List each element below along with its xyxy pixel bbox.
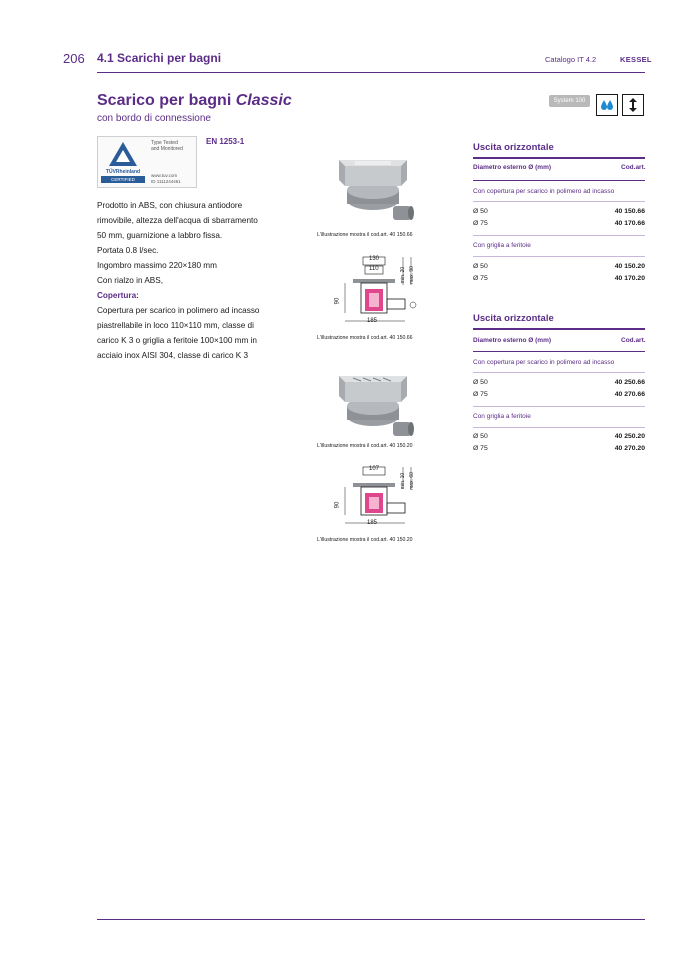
system-badge: System 100 [549, 95, 590, 107]
table-rule [473, 256, 645, 257]
figure-caption: L'illustrazione mostra il cod.art. 40 150.66 [317, 335, 413, 341]
table-cell-code: 40 150.66 [614, 208, 645, 215]
table-cell-code: 40 250.66 [614, 379, 645, 386]
table-cell-code: 40 170.20 [614, 275, 645, 282]
table-group-label: Con copertura per scarico in polimero ad incasso [473, 188, 615, 195]
dim-inner: 110 [369, 266, 379, 272]
header-rule [97, 72, 645, 73]
table-cell-diameter: Ø 75 [473, 391, 488, 398]
figure-caption: L'illustrazione mostra il cod.art. 40 150.20 [317, 537, 413, 543]
table-rule [473, 180, 645, 181]
product-photo-slotted-grate [335, 368, 415, 446]
product-description [97, 198, 297, 363]
desc-line: rimovibile, altezza dell'acqua di sbarramento [97, 216, 258, 225]
cover-line: acciaio inox AISI 304, classe di carico K 3 [97, 351, 249, 360]
table-cell-diameter: Ø 75 [473, 275, 488, 282]
table-rule [473, 427, 645, 428]
cover-line: carico K 3 o griglia a feritoie 100×100 mm in [97, 336, 257, 345]
table-group-label: Con griglia a feritoie [473, 413, 531, 420]
dim-min: min. 20 [400, 266, 407, 284]
catalog-label: Catalogo IT 4.2 [545, 55, 597, 64]
dim-max: max. 90 [408, 266, 415, 284]
table-header-diameter: Diametro esterno Ø (mm) [473, 337, 552, 344]
table-group-label: Con copertura per scarico in polimero ad incasso [473, 359, 615, 366]
desc-line: Portata 0.8 l/sec. [97, 246, 159, 255]
triangle-icon [108, 141, 138, 167]
table-header-diameter: Diametro esterno Ø (mm) [473, 164, 552, 171]
norm-label: EN 1253-1 [206, 137, 245, 146]
figure-caption: L'illustrazione mostra il cod.art. 40 150.66 [317, 232, 413, 238]
tuv-type-text: Type Tested and Monitored [151, 140, 183, 152]
product-subtitle: con bordo di connessione [97, 113, 211, 124]
dim-width: 185 [367, 318, 378, 324]
product-title: Scarico per bagni Classic [97, 92, 292, 109]
page-number: 206 [63, 51, 85, 66]
table-title: Uscita orizzontale [473, 142, 554, 153]
table-header-code: Cod.art. [621, 164, 646, 171]
cover-label: Copertura: [97, 291, 139, 300]
table-cell-diameter: Ø 75 [473, 445, 488, 452]
table-header-code: Cod.art. [621, 337, 646, 344]
table-cell-diameter: Ø 50 [473, 263, 488, 270]
cover-line: piastrellabile in loco 110×110 mm, classe di [97, 321, 254, 330]
product-photo-tiled-cover [335, 152, 415, 232]
vertical-arrows-icon [622, 94, 644, 116]
table-cell-diameter: Ø 75 [473, 220, 488, 227]
table-rule [473, 157, 645, 159]
table-cell-diameter: Ø 50 [473, 379, 488, 386]
dim-height: 90 [334, 297, 341, 305]
table-rule [473, 351, 645, 352]
tuv-id-text: www.tuv.com ID 1111244461 [151, 173, 181, 184]
dim-min: min. 10 [400, 472, 407, 490]
table-rule [473, 328, 645, 330]
table-cell-code: 40 250.20 [614, 433, 645, 440]
tuv-brand: TÜVRheinland [105, 169, 141, 175]
dim-top: 107 [369, 466, 380, 472]
dim-height: 90 [334, 501, 341, 509]
table-rule [473, 372, 645, 373]
water-drops-icon [596, 94, 618, 116]
table-title: Uscita orizzontale [473, 313, 554, 324]
dim-top: 130 [369, 256, 380, 262]
desc-line: 50 mm, guarnizione a labbro fissa. [97, 231, 223, 240]
figure-caption: L'illustrazione mostra il cod.art. 40 150.20 [317, 443, 413, 449]
brand-label: KESSEL [620, 55, 652, 64]
desc-line: Ingombro massimo 220×180 mm [97, 261, 217, 270]
table-cell-diameter: Ø 50 [473, 208, 488, 215]
footer-rule [97, 919, 645, 920]
desc-line: Con rialzo in ABS, [97, 276, 163, 285]
dim-width: 185 [367, 520, 378, 526]
tuv-certification-logo [97, 136, 197, 188]
table-rule [473, 235, 645, 236]
dim-max: max. 60 [408, 472, 415, 490]
table-cell-diameter: Ø 50 [473, 433, 488, 440]
table-cell-code: 40 150.20 [614, 263, 645, 270]
tuv-certified-bar: CERTIFIED [101, 176, 145, 183]
table-cell-code: 40 270.66 [614, 391, 645, 398]
desc-line: Prodotto in ABS, con chiusura antiodore [97, 201, 243, 210]
table-group-label: Con griglia a feritoie [473, 242, 531, 249]
table-rule [473, 201, 645, 202]
cover-line: Copertura per scarico in polimero ad incasso [97, 306, 260, 315]
table-cell-code: 40 170.66 [614, 220, 645, 227]
table-cell-code: 40 270.20 [614, 445, 645, 452]
section-title: 4.1 Scarichi per bagni [97, 51, 222, 65]
table-rule [473, 406, 645, 407]
